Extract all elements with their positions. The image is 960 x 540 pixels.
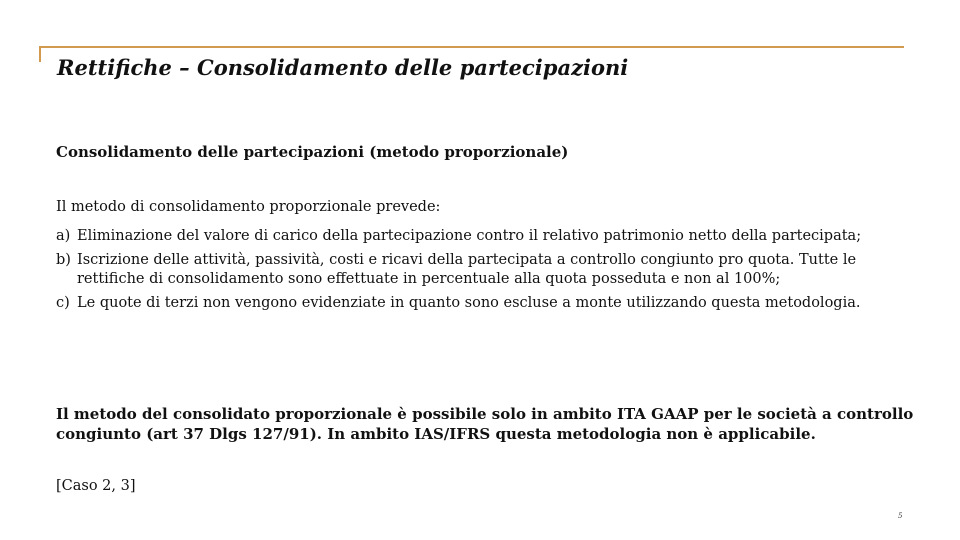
gaap-note: Il metodo del consolidato proporzionale è possibile solo in ambito ITA GAAP per le società a controllo congiunto (art 37 Dlgs 127/91). In ambito IAS/IFRS questa metodologia non è applicabile. <box>56 405 914 443</box>
section-subtitle: Consolidamento delle partecipazioni (metodo proporzionale) <box>56 143 569 161</box>
list-item <box>56 251 906 289</box>
list-item-text: Eliminazione del valore di carico della partecipazione contro il relativo patrimonio netto della partecipata; <box>77 228 862 244</box>
list-marker: c) <box>56 295 70 311</box>
title-frame-top-line <box>39 46 904 48</box>
list-item-text: Le quote di terzi non vengono evidenziate in quanto sono escluse a monte utilizzando questa metodologia. <box>77 295 861 311</box>
list-item-text: Iscrizione delle attività, passività, costi e ricavi della partecipata a controllo congiunto pro quota. Tutte le rettifiche di consolidamento sono effettuate in percentuale alla quota posseduta e non al 100%; <box>77 252 857 287</box>
list-item <box>56 227 906 246</box>
title-frame-left-line <box>39 46 41 62</box>
list-marker: b) <box>56 252 71 268</box>
list-item <box>56 294 906 313</box>
list-marker: a) <box>56 228 71 244</box>
case-reference: [Caso 2, 3] <box>56 478 136 494</box>
content-body <box>56 198 906 318</box>
intro-text: Il metodo di consolidamento proporzionale prevede: <box>56 199 441 215</box>
page-number: 5 <box>898 512 903 520</box>
slide-title: Rettifiche – Consolidamento delle partecipazioni <box>57 55 629 80</box>
